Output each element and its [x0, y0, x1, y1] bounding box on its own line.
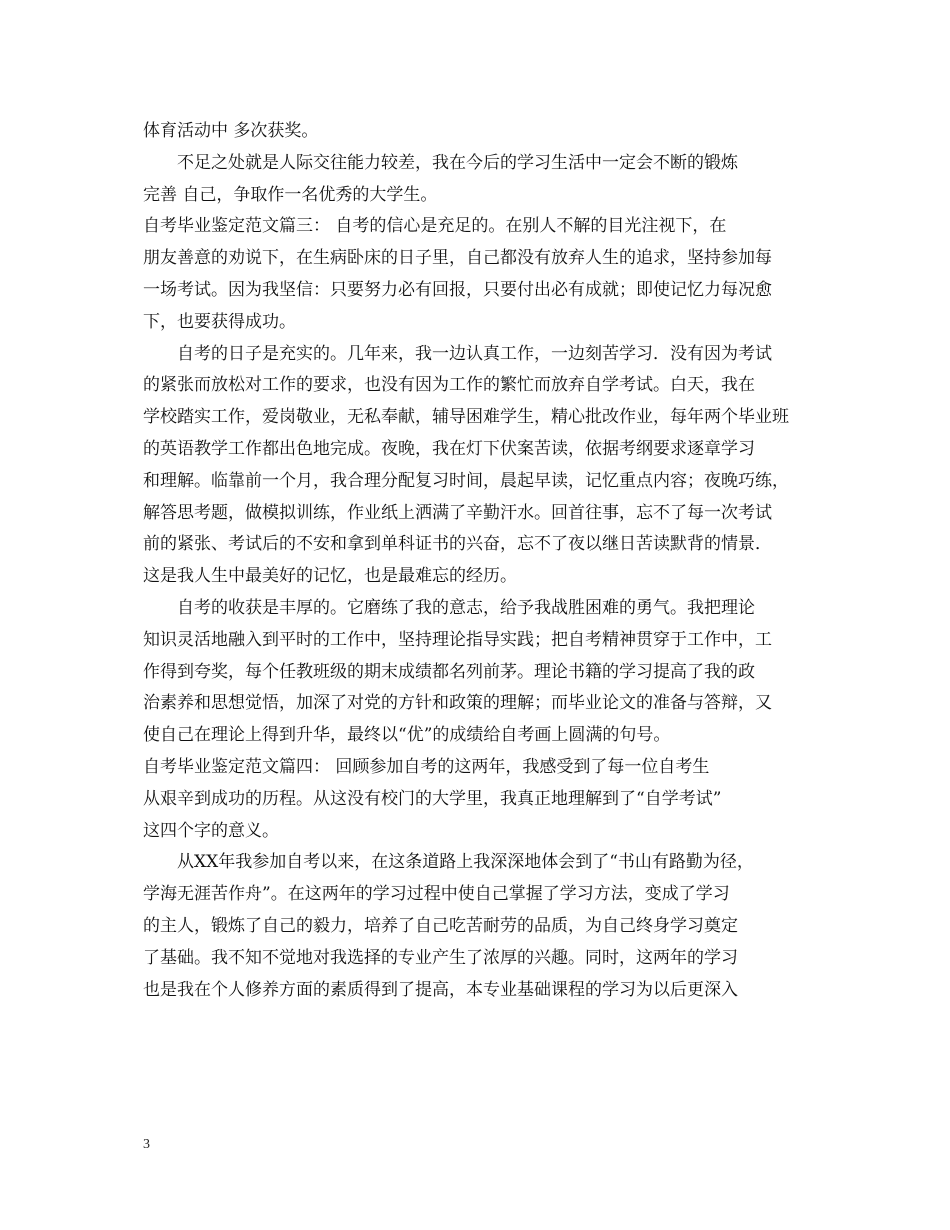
text-line: 了基础。我不知不觉地对我选择的专业产生了浓厚的兴趣。同时，这两年的学习	[143, 947, 738, 968]
text-line: 学海无涯苦作舟”。在这两年的学习过程中使自己掌握了学习方法，变成了学习	[143, 884, 730, 905]
text-line: 解答思考题，做模拟训练，作业纸上洒满了辛勤汗水。回首往事，忘不了每一次考试	[143, 502, 772, 523]
text-line: 使自己在理论上得到升华，最终以“优”的成绩给自考画上圆满的句号。	[143, 725, 671, 746]
text-line: 自考毕业鉴定范文篇三： 自考的信心是充足的。在别人不解的目光注视下，在	[143, 216, 727, 237]
text-line: 的主人，锻炼了自己的毅力，培养了自己吃苦耐劳的品质，为自己终身学习奠定	[143, 915, 738, 936]
text-line: 这四个字的意义。	[143, 820, 279, 841]
text-line: 学校踏实工作，爱岗敬业，无私奉献，辅导困难学生，精心批改作业，每年两个毕业班	[143, 407, 789, 428]
text-line: 一场考试。因为我坚信：只要努力必有回报，只要付出必有成就；即使记忆力每况愈	[143, 279, 772, 300]
text-line: 自考毕业鉴定范文篇四： 回顾参加自考的这两年，我感受到了每一位自考生	[143, 756, 710, 777]
text-line: 的英语教学工作都出色地完成。夜晚，我在灯下伏案苦读，依据考纲要求逐章学习	[143, 438, 755, 459]
text-line: 下，也要获得成功。	[143, 311, 296, 332]
text-line: 作得到夸奖，每个任教班级的期末成绩都名列前茅。理论书籍的学习提高了我的政	[143, 661, 755, 682]
text-line: 和理解。临靠前一个月，我合理分配复习时间，晨起早读，记忆重点内容；夜晚巧练，	[143, 470, 789, 491]
text-line: 体育活动中 多次获奖。	[143, 121, 319, 141]
document-body	[143, 116, 813, 1006]
text-line: 朋友善意的劝说下，在生病卧床的日子里，自己都没有放弃人生的追求，坚持参加每	[143, 248, 772, 269]
text-line: 完善 自己，争取作一名优秀的大学生。	[143, 184, 438, 205]
text-line: 自考的收获是丰厚的。它磨练了我的意志，给予我战胜困难的勇气。我把理论	[177, 597, 755, 618]
text-line: 自考的日子是充实的。几年来，我一边认真工作，一边刻苦学习．没有因为考试	[177, 343, 772, 364]
text-line: 的紧张而放松对工作的要求，也没有因为工作的繁忙而放弃自学考试。白天，我在	[143, 375, 755, 396]
text-line: 知识灵活地融入到平时的工作中，坚持理论指导实践；把自考精神贯穿于工作中，工	[143, 629, 772, 650]
page-number: 3	[143, 1137, 150, 1152]
text-line: 不足之处就是人际交往能力较差，我在今后的学习生活中一定会不断的锻炼	[177, 152, 738, 173]
text-line: 也是我在个人修养方面的素质得到了提高，本专业基础课程的学习为以后更深入	[143, 979, 738, 1000]
text-line: 治素养和思想觉悟，加深了对党的方针和政策的理解；而毕业论文的准备与答辩，又	[143, 693, 772, 714]
text-line: 从XX年我参加自考以来，在这条道路上我深深地体会到了“书山有路勤为径，	[177, 852, 754, 873]
text-line: 这是我人生中最美好的记忆，也是最难忘的经历。	[143, 566, 517, 587]
text-line: 前的紧张、考试后的不安和拿到单科证书的兴奋，忘不了夜以继日苦读默背的情景．	[143, 534, 772, 555]
text-line: 从艰辛到成功的历程。从这没有校门的大学里，我真正地理解到了“自学考试”	[143, 788, 722, 809]
